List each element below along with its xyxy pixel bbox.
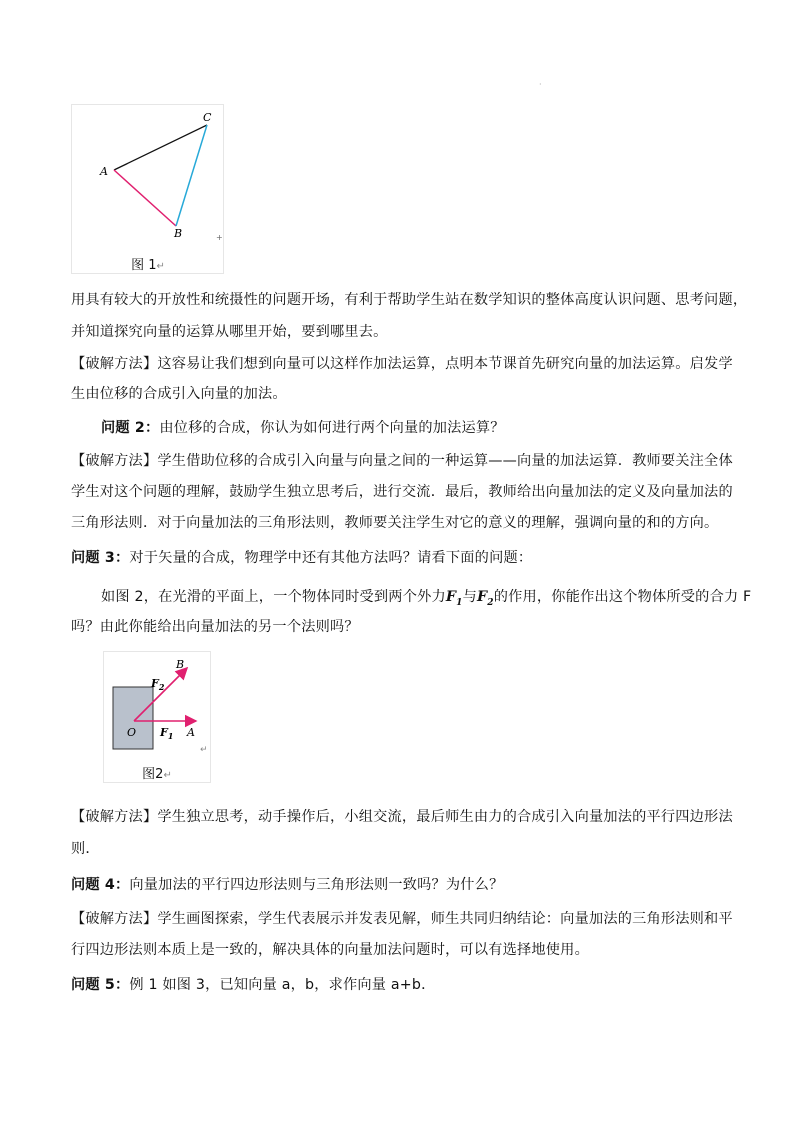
para1-line2: 并知道探究向量的运算从哪里开始，要到哪里去。 (71, 324, 388, 340)
figure-2-caption: 图2↵ (142, 767, 172, 782)
point-a-label: A (100, 165, 108, 178)
method1-line2: 生由位移的合成引入向量的加法。 (71, 386, 287, 402)
method3-line1: 【破解方法】学生独立思考，动手操作后，小组交流，最后师生由力的合成引入向量加法的平行四边形法 (71, 809, 733, 825)
question-5: 问题 5：例 1 如图 3，已知向量 a，b，求作向量 a+b． (71, 977, 436, 993)
question-4-label: 问题 4： (71, 877, 130, 893)
point-b-label: B (174, 227, 183, 240)
figure-1-triangle (71, 104, 224, 274)
method1-line1: 【破解方法】这容易让我们想到向量可以这样作加法运算，点明本节课首先研究向量的加法运算。启发学 (71, 356, 733, 372)
triangle-diagram (72, 105, 225, 275)
label-f1: $F_1$ (160, 726, 174, 741)
question-4: 问题 4：向量加法的平行四边形法则与三角形法则一致吗？为什么？ (71, 877, 504, 893)
f2-symbol: $F_2$ (477, 589, 494, 608)
question-3: 问题 3：对于矢量的合成，物理学中还有其他方法吗？请看下面的问题： (71, 550, 533, 566)
method2-line1: 【破解方法】学生借助位移的合成引入向量与向量之间的一种运算——向量的加法运算．教师要关注全体 (71, 453, 733, 469)
question-2: 问题 2：由位移的合成，你认为如何进行两个向量的加法运算？ (101, 420, 505, 436)
stray-mark: · (539, 80, 542, 89)
question-3-detail-line2: 吗？由此你能给出向量加法的另一个法则吗？ (71, 619, 359, 635)
label-a: A (187, 726, 195, 739)
label-o: O (127, 726, 137, 739)
question-5-label: 问题 5： (71, 977, 130, 993)
object-block (113, 687, 153, 749)
method2-line2: 学生对这个问题的理解，鼓励学生独立思考后，进行交流．最后，教师给出向量加法的定义及向量加法的 (71, 484, 733, 500)
para1-line1: 用具有较大的开放性和统摄性的问题开场，有利于帮助学生站在数学知识的整体高度认识问题、思考问题， (71, 292, 748, 308)
method2-line3: 三角形法则．对于向量加法的三角形法则，教师要关注学生对它的意义的理解，强调向量的和的方向。 (71, 515, 719, 531)
label-f2: $F_2$ (151, 677, 165, 692)
small-plus-mark: + (216, 233, 223, 242)
question-3-detail-line1: 如图 2，在光滑的平面上，一个物体同时受到两个外力$F_1$与$F_2$的作用，你能作出这个物体所受的合力 F (101, 589, 752, 608)
segment-ac (114, 125, 207, 170)
method4-line2: 行四边形法则本质上是一致的，解决具体的向量加法问题时，可以有选择地使用。 (71, 942, 589, 958)
question-3-label: 问题 3： (71, 550, 130, 566)
segment-bc (176, 125, 207, 226)
method-label: 【破解方法】 (71, 809, 158, 825)
method-label: 【破解方法】 (71, 911, 158, 927)
figure-1-caption: 图 1↵ (131, 258, 165, 273)
method-label: 【破解方法】 (71, 356, 158, 372)
method3-line2: 则． (71, 841, 100, 857)
f1-symbol: $F_1$ (445, 589, 463, 608)
method4-line1: 【破解方法】学生画图探索，学生代表展示并发表见解，师生共同归纳结论：向量加法的三角形法则和平 (71, 911, 733, 927)
question-2-label: 问题 2： (101, 420, 160, 436)
method-label: 【破解方法】 (71, 453, 158, 469)
segment-ab (114, 170, 176, 226)
return-mark: ↵ (200, 745, 208, 755)
point-c-label: C (203, 111, 212, 124)
label-b: B (176, 658, 185, 671)
